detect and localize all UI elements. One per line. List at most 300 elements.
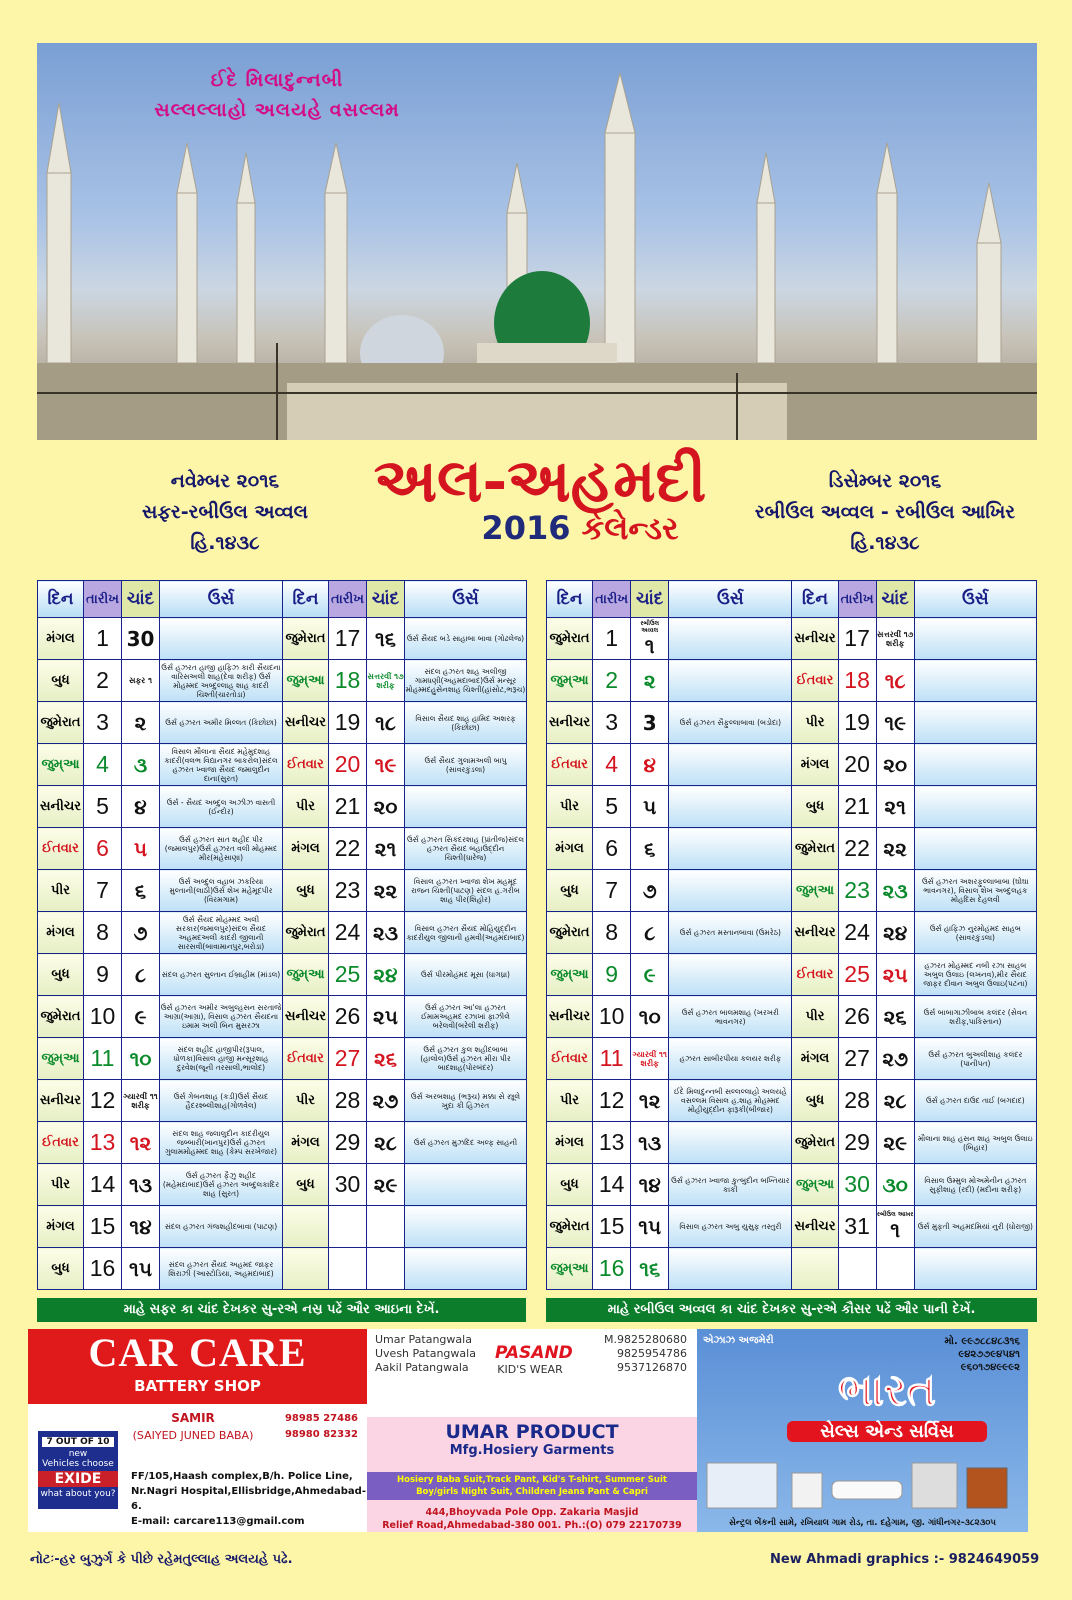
urs-event: ઉર્સ સૈયદ બડે સાહાબા બાવા (ગોઢલેજ) xyxy=(405,618,527,660)
umar-address xyxy=(367,1506,697,1532)
day-name: ઈતવાર xyxy=(547,744,593,786)
car-care-title: CAR CARE xyxy=(88,1330,307,1375)
day-name: બુધ xyxy=(38,954,84,996)
urs-event: સંદલ હઝરત શાહ અલીજી ગામધણી(અહમદાબાદ)ઉર્સ મન્સૂર મોહમ્મદહુસેનશાહ ચિશ્તી(હાંસોટ,ભરૂચ) xyxy=(405,660,527,702)
urs-event: ઉર્સ હઝરત મસ્તાનબાવા (ઉમરેઠ) xyxy=(669,912,792,954)
calendar-row xyxy=(38,996,527,1038)
date-number: 29 xyxy=(838,1122,876,1164)
date-number: 8 xyxy=(84,912,122,954)
day-name: જુમ્આ xyxy=(547,660,593,702)
moon-date: ૧૦ xyxy=(122,1038,160,1080)
calendar-row xyxy=(547,996,1037,1038)
december-hijri: હિ.૧૪૩૮ xyxy=(850,532,920,554)
moon-date: ૨ xyxy=(122,702,160,744)
umar-name-3: Aakil Patangwala xyxy=(375,1361,469,1374)
day-name: ઈતવાર xyxy=(283,1038,329,1080)
day-name xyxy=(283,1248,329,1290)
moon-value: ૧ xyxy=(890,1218,901,1242)
moon-date: ૨૦ xyxy=(367,786,405,828)
column-header-urs: ઉર્સ xyxy=(669,581,792,618)
column-header-moon: ચાંદ xyxy=(876,581,914,618)
day-name: ઈતવાર xyxy=(38,1122,84,1164)
day-name: જુમ્આ xyxy=(547,954,593,996)
november-month: નવેમ્બર ૨૦૧૬ xyxy=(170,470,280,492)
day-name: ઈતવાર xyxy=(283,744,329,786)
date-number: 1 xyxy=(84,618,122,660)
urs-event xyxy=(405,786,527,828)
date-number: 5 xyxy=(593,786,631,828)
date-number: 2 xyxy=(593,660,631,702)
umar-items xyxy=(367,1472,697,1500)
date-number: 18 xyxy=(838,660,876,702)
day-name: જુમેરાત xyxy=(283,618,329,660)
date-number: 6 xyxy=(593,828,631,870)
moon-date: સત્તરવીં ૧૭ શરીફ xyxy=(876,618,914,660)
day-name: સનીચર xyxy=(283,702,329,744)
urs-event: ઉર્સ હઝરત બાલમશાહ (ખરખરી ભાવનગર) xyxy=(669,996,792,1038)
car-care-phone-2: 98980 82332 xyxy=(284,1429,358,1440)
date-number: 20 xyxy=(838,744,876,786)
greeting xyxy=(37,65,517,125)
day-name: જુમેરાત xyxy=(792,1122,838,1164)
day-name: મંગલ xyxy=(38,618,84,660)
graphics-credit: New Ahmadi graphics :- 9824649059 xyxy=(770,1552,1040,1567)
date-number: 12 xyxy=(84,1080,122,1122)
moon-date: ૪ xyxy=(122,786,160,828)
umar-name-1: Umar Patangwala xyxy=(375,1333,472,1346)
date-number: 30 xyxy=(838,1164,876,1206)
moon-date: ૨૪ xyxy=(876,912,914,954)
date-number: 26 xyxy=(838,996,876,1038)
urs-event xyxy=(669,1122,792,1164)
date-number: 19 xyxy=(838,702,876,744)
calendar-row xyxy=(547,1164,1037,1206)
moon-date: ૨૧ xyxy=(876,786,914,828)
pasand-brand: PASAND xyxy=(495,1343,573,1363)
car-care-email: E-mail: carcare113@gmail.com xyxy=(131,1516,305,1527)
bharat-sales-ad xyxy=(697,1329,1028,1532)
column-header-date: તારીખ xyxy=(84,581,122,618)
moon-date: ૬ xyxy=(122,870,160,912)
day-name: જુમ્આ xyxy=(38,744,84,786)
day-name: જુમ્આ xyxy=(283,660,329,702)
date-number: 11 xyxy=(84,1038,122,1080)
bharat-phone-1: મો. ૯૯૭૮૮૪૮૩૧૬ xyxy=(944,1336,1020,1347)
exide-vehicles: Vehicles choose xyxy=(42,1459,114,1469)
urs-event: ઉર્સ અરબશાહ (ભરૂચ) મક્કા સે સ્ત્રૂલે ખુદા કી હિઝરત xyxy=(405,1080,527,1122)
urs-event: ઈદે મિલાદુન્નબી સલ્લલ્લાહો અલયહે વસલ્લમ વિસાલ હ.શાહ મોહમ્મદ મોહીયુદ્દીન ફારૂકી(બીજાર) xyxy=(669,1080,792,1122)
day-name: પીર xyxy=(547,1080,593,1122)
moon-date: ૧૯ xyxy=(367,744,405,786)
moon-date: ૫ xyxy=(631,786,669,828)
day-name: મંગલ xyxy=(38,912,84,954)
car-care-alias: (SAIYED JUNED BABA) xyxy=(132,1429,254,1442)
day-name: પીર xyxy=(38,1164,84,1206)
urs-event: હઝરત સાબીરપીયા કલયર શરીફ xyxy=(669,1038,792,1080)
urs-event: ઉર્સ હઝરત સિકંદરશાહ (પ્રાંતીજ)સંદલ હઝરત સૈયદ બહાઉદ્દીન ચિશ્તી(ધારેજ) xyxy=(405,828,527,870)
date-number: 27 xyxy=(838,1038,876,1080)
urs-event: ઉર્સ હઝરત અમીર મિલ્લત (કિછોછા) xyxy=(160,702,283,744)
moon-date: ૨૮ xyxy=(367,1122,405,1164)
moon-date: ૭ xyxy=(122,912,160,954)
day-name: જુમ્આ xyxy=(792,870,838,912)
date-number: 27 xyxy=(329,1038,367,1080)
umar-product-name: UMAR PRODUCT xyxy=(445,1421,619,1443)
moon-date: ૯ xyxy=(631,954,669,996)
day-name: જુમેરાત xyxy=(547,618,593,660)
urs-event: વિસાલ હઝરત અબુ યુસુફ તસ્તુરી xyxy=(669,1206,792,1248)
calendar-row xyxy=(547,618,1037,660)
moon-date: ૧૪ xyxy=(122,1206,160,1248)
urs-event xyxy=(669,786,792,828)
date-number: 3 xyxy=(84,702,122,744)
urs-event xyxy=(914,786,1036,828)
date-number: 16 xyxy=(593,1248,631,1290)
column-header-moon: ચાંદ xyxy=(631,581,669,618)
car-care-address xyxy=(131,1469,367,1529)
moon-date: ૧૮ xyxy=(367,702,405,744)
december-footer-note: માહે રબીઉલ અવ્વલ કા ચાંદ દેખકર સુ-રએ કૌસર પઢેં ઔર પાની દેખેં. xyxy=(546,1298,1037,1322)
moon-date: ૧૩ xyxy=(122,1164,160,1206)
day-name: પીર xyxy=(38,870,84,912)
moon-date xyxy=(876,1206,914,1248)
date-number: 10 xyxy=(84,996,122,1038)
moon-date: ૨૬ xyxy=(367,1038,405,1080)
urs-event xyxy=(914,744,1036,786)
moon-date: ૨૨ xyxy=(367,870,405,912)
column-header-urs: ઉર્સ xyxy=(914,581,1036,618)
moon-date: 30 xyxy=(122,618,160,660)
bharat-tag: એઝાઝ અજમેરી xyxy=(703,1335,774,1346)
moon-date: ૨૮ xyxy=(876,1080,914,1122)
date-number: 21 xyxy=(329,786,367,828)
urs-event: ઉર્સ પીરમોહંમદ મૂસા (ધાગધ્રા) xyxy=(405,954,527,996)
day-name: ઈતવાર xyxy=(792,660,838,702)
urs-event: ઉર્સ બાબાગાઝીબાબ કલંદર (સેવન શરીફ,પાકિસ્તાન) xyxy=(914,996,1036,1038)
day-name: જુમ્આ xyxy=(283,954,329,996)
date-number: 30 xyxy=(329,1164,367,1206)
calendar-row xyxy=(38,1164,527,1206)
day-name: જુમેરાત xyxy=(283,912,329,954)
date-number: 22 xyxy=(329,828,367,870)
moon-date: ૨૯ xyxy=(876,1122,914,1164)
urs-event: ઉર્સ સૈયદ ગુલામઅલી બાપુ (સાવરકુંડલા) xyxy=(405,744,527,786)
moon-date xyxy=(631,618,669,660)
november-heading xyxy=(65,466,385,559)
date-number: 26 xyxy=(329,996,367,1038)
urs-event: ઉર્સ - સૈયદ અબ્દુલ અઝીઝ વાસતી (ઈન્દોર) xyxy=(160,786,283,828)
moon-date: ૧૯ xyxy=(876,702,914,744)
calendar-row xyxy=(547,1248,1037,1290)
date-number: 23 xyxy=(838,870,876,912)
umar-product-block xyxy=(367,1421,697,1458)
exide-outof: 7 OUT OF 10 xyxy=(42,1437,114,1447)
car-care-contact xyxy=(128,1411,358,1443)
date-number: 15 xyxy=(84,1206,122,1248)
urs-event: વિસાલ સૈયદ શાહ હામિદ અશરફ (કિછોછા) xyxy=(405,702,527,744)
bharat-subtitle: સેલ્સ એન્ડ સર્વિસ xyxy=(787,1421,987,1442)
urs-event xyxy=(669,1248,792,1290)
december-month: ડિસેમ્બર ૨૦૧૬ xyxy=(828,470,942,492)
date-number: 14 xyxy=(84,1164,122,1206)
calendar-row xyxy=(38,870,527,912)
moon-date: ૨૯ xyxy=(367,1164,405,1206)
moon-note: રબીઉલ આખર xyxy=(876,1211,914,1218)
moon-date: ૧૪ xyxy=(631,1164,669,1206)
day-name: પીર xyxy=(792,996,838,1038)
car-care-subtitle: BATTERY SHOP xyxy=(134,1377,261,1395)
urs-event: ઉર્સ હઝરત આ'લા હઝરત ઈમામઅહમદ રઝાખાં ફાઝીલે બરેલવી(બરેલી શરીફ) xyxy=(405,996,527,1038)
date-number: 13 xyxy=(84,1122,122,1164)
umar-phone-3: 9537126870 xyxy=(617,1361,687,1374)
day-name xyxy=(792,1248,838,1290)
moon-value: ૧ xyxy=(644,633,655,658)
day-name: સનીચર xyxy=(283,996,329,1038)
moon-date: ૪ xyxy=(631,744,669,786)
day-name: મંગલ xyxy=(792,1038,838,1080)
day-name: મંગલ xyxy=(283,828,329,870)
moon-date: ૨૭ xyxy=(876,1038,914,1080)
calendar-row xyxy=(38,828,527,870)
moon-date: ૭ xyxy=(631,870,669,912)
date-number: 7 xyxy=(593,870,631,912)
urs-event: ઉર્સ હઝરત હાજી હાફિઝ કારી સૈયદના વારિસઅલી શાહ(દેવા શરીફ) ઉર્સ મોહમ્મદ અબ્દુલ્લાહ શાહ કાદરી ચિશ્તી(ચારતોડા) xyxy=(160,660,283,702)
column-header-moon: ચાંદ xyxy=(122,581,160,618)
day-name: ઈતવાર xyxy=(547,1038,593,1080)
moon-date: ૮ xyxy=(631,912,669,954)
moon-date xyxy=(367,1206,405,1248)
urs-event: સંદલ શહીદ હાજીપીર(રૂપાલ, ધોળકા)વિસાલ હાજી મન્સૂરશાહ દુરવેશ(જૂની તરસાલી,ભાલોદ) xyxy=(160,1038,283,1080)
day-name: સનીચર xyxy=(38,1080,84,1122)
calendar-subtitle xyxy=(430,508,730,548)
day-name: સનીચર xyxy=(792,618,838,660)
date-number: 21 xyxy=(838,786,876,828)
calendar-row xyxy=(547,828,1037,870)
exide-question: what about you? xyxy=(40,1489,116,1499)
day-name xyxy=(283,1206,329,1248)
date-number: 17 xyxy=(329,618,367,660)
day-name: જુમેરાત xyxy=(38,996,84,1038)
calendar-row xyxy=(547,702,1037,744)
day-name: પીર xyxy=(792,702,838,744)
greeting-line-2: સલ્લલ્લાહો અલયહે વસલ્લમ xyxy=(154,99,400,121)
date-number: 11 xyxy=(593,1038,631,1080)
urs-event: ઉર્સ હઝરત બુઅલીશાહ કલંદર (પાનીપત) xyxy=(914,1038,1036,1080)
urs-event: હઝરત મોહમ્મદ નબી રઝા સાહબ અબુલ ઉલાઇ (લખનવ),મીર સૈયદ જાફર દીવાન અબુલ ઉલાઇ(પટના) xyxy=(914,954,1036,996)
moon-date: ૧૫ xyxy=(122,1248,160,1290)
date-number: 17 xyxy=(838,618,876,660)
pasand-logo xyxy=(495,1343,573,1376)
moon-date: ૧૬ xyxy=(631,1248,669,1290)
moon-date: સફર ૧ xyxy=(122,660,160,702)
bharat-phone-2: ૯૪૨૭૭૯૪૫૪૧ xyxy=(958,1349,1020,1360)
urs-event: ઉર્સ હઝરત મુઝદિદ અલ્ફ સાહની xyxy=(405,1122,527,1164)
calendar-row xyxy=(38,1206,527,1248)
umar-name-2: Uvesh Patangwala xyxy=(375,1347,476,1360)
date-number: 25 xyxy=(838,954,876,996)
moon-date: ૧૨ xyxy=(122,1122,160,1164)
calendar-row xyxy=(38,912,527,954)
umar-items-2: Boy/girls Night Suit, Children Jeans Pant & Capri xyxy=(416,1487,648,1497)
urs-event: ઉર્સ હઝરત સાત શહીદ પીર (જમાલપુર)ઉર્સ હઝરત વલી મોહમ્મદ મીર(મહેસાણા) xyxy=(160,828,283,870)
calendar-row xyxy=(547,744,1037,786)
date-number: 29 xyxy=(329,1122,367,1164)
column-header-day: દિન xyxy=(283,581,329,618)
exide-new: new xyxy=(68,1449,88,1459)
urs-event: મૌલાના શાહ હસન શાહ અબુલ ઉલાઇ (બિહાર) xyxy=(914,1122,1036,1164)
urs-event xyxy=(669,660,792,702)
column-header-date: તારીખ xyxy=(329,581,367,618)
date-number: 2 xyxy=(84,660,122,702)
column-header-day: દિન xyxy=(38,581,84,618)
day-name: પીર xyxy=(547,786,593,828)
exide-brand: EXIDE xyxy=(38,1471,118,1487)
urs-event xyxy=(914,828,1036,870)
date-number: 31 xyxy=(838,1206,876,1248)
day-name: સનીચર xyxy=(547,996,593,1038)
bharat-phone-3: ૯૬૦૧૭૪૯૯૯૨ xyxy=(960,1362,1020,1373)
greeting-line-1: ઈદે મિલાદુન્નબી xyxy=(210,69,344,91)
urs-event: ઉર્સ સૈયદ મોહમ્મદ અલી સરકાર(જમાલપુર)સંદલ સૈયદ અહમદઅલી કાદરી જીલાની સારસવી(બાવામાનપુર,બરોડા) xyxy=(160,912,283,954)
urs-event xyxy=(160,618,283,660)
urs-event xyxy=(669,870,792,912)
date-number: 24 xyxy=(329,912,367,954)
date-number: 19 xyxy=(329,702,367,744)
urs-event: ઉર્સ અબ્દુલ વહાબ ઝકરિયા મુલ્તાની(લાઠી)ઉર્સ શેખ મહેમૂદપીર (વિરમગામ) xyxy=(160,870,283,912)
date-number: 20 xyxy=(329,744,367,786)
urs-event: વિસાલ મૌલાના સૈયદ મહેમુદશાહ કાદરી(વલભ વિદ્યાનગર બાકરોલ)સંદલ હઝરત ખ્વાજા સૈયદ જમાલુદીન દાના(સુરત) xyxy=(160,744,283,786)
calendar-row xyxy=(38,744,527,786)
column-header-urs: ઉર્સ xyxy=(160,581,283,618)
umar-phones xyxy=(604,1333,687,1375)
column-header-day: દિન xyxy=(792,581,838,618)
moon-date: ૨૭ xyxy=(367,1080,405,1122)
date-number: 25 xyxy=(329,954,367,996)
date-number xyxy=(329,1248,367,1290)
moon-date: ૬ xyxy=(631,828,669,870)
car-care-banner xyxy=(28,1329,367,1404)
day-name: સનીચર xyxy=(792,912,838,954)
calendar-row xyxy=(547,912,1037,954)
date-number: 4 xyxy=(84,744,122,786)
calendar-row xyxy=(38,660,527,702)
date-number: 23 xyxy=(329,870,367,912)
urs-event xyxy=(405,1248,527,1290)
moon-date: ૫ xyxy=(122,828,160,870)
day-name: જુમ્આ xyxy=(792,1164,838,1206)
date-number: 28 xyxy=(329,1080,367,1122)
moon-date: ૧૫ xyxy=(631,1206,669,1248)
moon-date: ૩૦ xyxy=(876,1164,914,1206)
date-number: 5 xyxy=(84,786,122,828)
calendar-row xyxy=(547,1080,1037,1122)
urs-event: ઉર્સ મુફતી અહમદમિયાં નુરી (ધોરાજી) xyxy=(914,1206,1036,1248)
calendar-word: કેલેન્ડર xyxy=(581,509,679,547)
calendar-row xyxy=(547,1206,1037,1248)
day-name: ઈતવાર xyxy=(792,954,838,996)
umar-product-sub: Mfg.Hosiery Garments xyxy=(449,1443,615,1458)
day-name: જુમેરાત xyxy=(547,1206,593,1248)
urs-event: ઉર્સ ગેબનશાહ (કડી)ઉર્સ સૈયદ હૈદરશ્બ્લીશાહ(ગોળવેલ) xyxy=(160,1080,283,1122)
moon-date: ૧૨ xyxy=(631,1080,669,1122)
november-footer-note: માહે સફર કા ચાંદ દેખકર સુ-રએ નસ્ર પઢેં ઔર આઇના દેખેં. xyxy=(37,1298,526,1322)
bharat-title: ભારત xyxy=(838,1365,936,1416)
column-header-urs: ઉર્સ xyxy=(405,581,527,618)
day-name: સનીચર xyxy=(38,786,84,828)
day-name: મંગલ xyxy=(547,1122,593,1164)
day-name: પીર xyxy=(283,1080,329,1122)
urs-event xyxy=(914,660,1036,702)
calendar-row xyxy=(38,1248,527,1290)
day-name: સનીચર xyxy=(792,1206,838,1248)
day-name: પીર xyxy=(283,786,329,828)
moon-date: ૨૫ xyxy=(876,954,914,996)
moon-date: ૨૩ xyxy=(367,912,405,954)
urs-event: વિસાલ હઝરત સૈયદ મોહિયુદ્દીન કાદરીયુલ જીલાની હમવી(અહમદાબાદ) xyxy=(405,912,527,954)
urs-event xyxy=(914,702,1036,744)
november-calendar-table xyxy=(37,580,527,1290)
column-header-date: તારીખ xyxy=(593,581,631,618)
urs-event: વિસાલ ઉમ્મુલ મોઅમેનીન હઝરત સુફીશાહ (રદી) (મદીના શરીફ) xyxy=(914,1164,1036,1206)
urs-event xyxy=(405,1164,527,1206)
moon-date: ૧૦ xyxy=(631,996,669,1038)
day-name: ઈતવાર xyxy=(38,828,84,870)
december-heading xyxy=(715,466,1055,559)
moon-date: ૨૧ xyxy=(367,828,405,870)
urs-event xyxy=(669,828,792,870)
date-number: 12 xyxy=(593,1080,631,1122)
urs-event: ઉર્સ હાફિઝ નુરમોહંમદ સાહબ (સાવરકુંડલા) xyxy=(914,912,1036,954)
calendar-year: 2016 xyxy=(481,509,571,547)
date-number: 16 xyxy=(84,1248,122,1290)
moon-date: ૩ xyxy=(122,744,160,786)
moon-date: ૧૮ xyxy=(876,660,914,702)
urs-event: સંદલ હઝરત સૈયદ અહમદ જાફર શિરાઝી (આસ્ટોડિયા, અહમદાબાદ) xyxy=(160,1248,283,1290)
umar-header xyxy=(367,1329,697,1417)
umar-address-2: Relief Road,Ahmedabad-380 001. Ph.:(O) 079 22170739 xyxy=(382,1520,682,1531)
calendar-row xyxy=(38,618,527,660)
urs-event: ઉર્સ હઝરત કુલ શહીદબાબા (હાલોલ)ઉર્સ હઝરત મીરા પીર બાદશાહ(પોરબંદર) xyxy=(405,1038,527,1080)
date-number: 8 xyxy=(593,912,631,954)
date-number: 3 xyxy=(593,702,631,744)
day-name: સનીચર xyxy=(547,702,593,744)
urs-event xyxy=(669,954,792,996)
day-name: બુધ xyxy=(792,786,838,828)
urs-event xyxy=(669,618,792,660)
hero-mosque-image xyxy=(37,43,1037,440)
date-number: 4 xyxy=(593,744,631,786)
date-number: 9 xyxy=(84,954,122,996)
moon-date: ૨૩ xyxy=(876,870,914,912)
day-name: મંગલ xyxy=(38,1206,84,1248)
moon-date: ૧૩ xyxy=(631,1122,669,1164)
urs-event: સંદલ હઝરત ગંજશહીદબાવા (પાટણ) xyxy=(160,1206,283,1248)
car-care-owner: SAMIR xyxy=(171,1411,215,1425)
november-hijri: હિ.૧૪૩૮ xyxy=(190,532,260,554)
day-name: જુમ્આ xyxy=(38,1038,84,1080)
car-care-ad xyxy=(28,1329,367,1532)
date-number: 13 xyxy=(593,1122,631,1164)
moon-date: ૨૫ xyxy=(367,996,405,1038)
moon-date: સત્તરવીં ૧૭ શરીફ xyxy=(367,660,405,702)
umar-names xyxy=(375,1333,476,1375)
moon-date: ૨૨ xyxy=(876,828,914,870)
umar-product-ad xyxy=(367,1329,697,1532)
car-care-phone-1: 98985 27486 xyxy=(284,1413,358,1424)
appliances-illustration xyxy=(697,1453,1028,1513)
day-name: જુમેરાત xyxy=(792,828,838,870)
day-name: બુધ xyxy=(547,1164,593,1206)
